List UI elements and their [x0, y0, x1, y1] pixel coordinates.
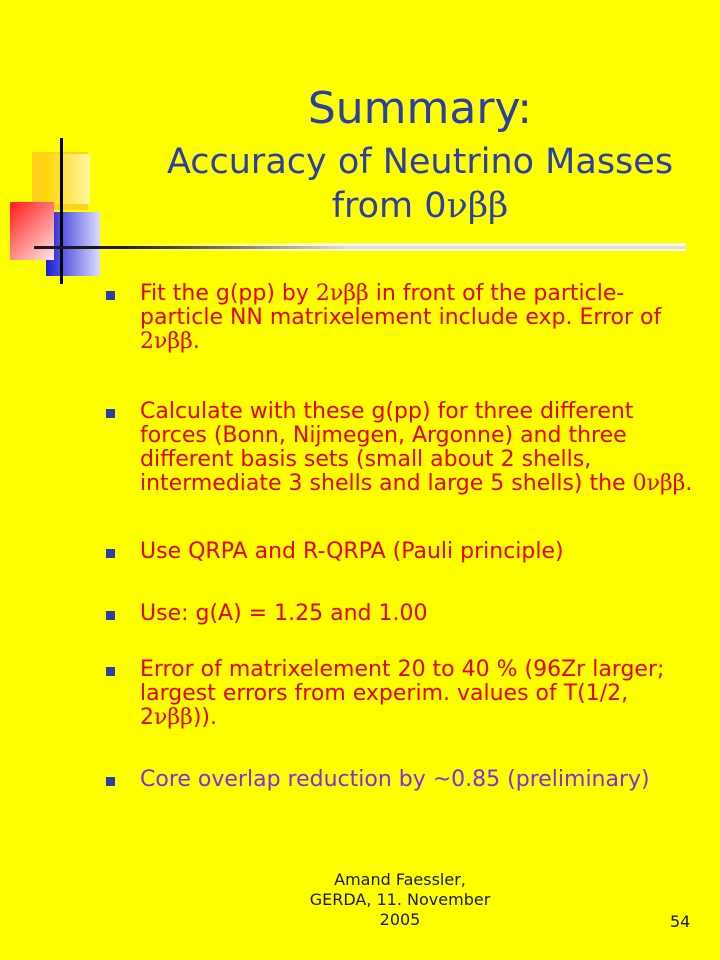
bullet-text: .: [685, 471, 693, 496]
bullet-greek: 2νββ: [140, 329, 193, 354]
bullet-text: Error of matrixelement 20 to 40 % (96Zr larger; largest errors from experim. values of T(1/2, 2: [140, 657, 665, 730]
footer: [300, 870, 500, 930]
bullet-item: [104, 282, 704, 354]
bullet-text: .: [192, 329, 200, 354]
bullet-greek: 0νββ: [632, 471, 686, 496]
bullet-text: Use: g(A) = 1.25 and 1.00: [140, 601, 428, 626]
bullet-item: [104, 768, 704, 792]
bullet-text: Core overlap reduction by ~0.85 (preliminary): [140, 767, 650, 792]
bullet-item: [104, 602, 704, 626]
vertical-line-decoration: [60, 138, 63, 284]
title-underline-highlight: [120, 243, 686, 251]
bullet-list: [104, 282, 704, 792]
bullet-item: [104, 540, 704, 564]
yellow-square-highlight: [44, 154, 90, 204]
bullet-marker: [106, 291, 115, 300]
title-greek-symbols: νββ: [446, 186, 509, 226]
title-line-2: Accuracy of Neutrino Masses: [166, 142, 674, 182]
title-line-1: Summary:: [307, 83, 533, 134]
bullet-marker: [106, 611, 115, 620]
bullet-text: Use QRPA and R-QRPA (Pauli principle): [140, 539, 564, 564]
footer-event: GERDA, 11. November: [309, 890, 491, 909]
bullet-marker: [106, 549, 115, 558]
page-number: 54: [670, 912, 691, 931]
bullet-text: in front of the particle-particle NN matrixelement include exp. Error of: [140, 281, 662, 330]
footer-year: 2005: [379, 910, 421, 929]
blue-square-decoration: [46, 212, 100, 276]
bullet-text: Fit the g(pp) by: [140, 281, 316, 306]
footer-author: Amand Faessler,: [334, 870, 466, 889]
bullet-marker: [106, 409, 115, 418]
title-line-3: [120, 184, 720, 228]
bullet-marker: [106, 667, 115, 676]
bullet-text: )).: [192, 705, 217, 730]
bullet-greek: νββ: [154, 705, 193, 730]
title-line-3-prefix: from 0: [331, 186, 447, 226]
bullet-item: [104, 658, 704, 730]
bullet-greek: 2νββ: [315, 281, 369, 306]
bullet-text: Calculate with these g(pp) for three different forces (Bonn, Nijmegen, Argonne) and three different basis sets (small about 2 shells, intermediate 3 shells and large 5 shells) the: [140, 399, 634, 496]
bullet-item: [104, 400, 704, 496]
slide-title: [120, 82, 720, 228]
red-square-decoration: [10, 202, 54, 260]
bullet-marker: [106, 777, 115, 786]
